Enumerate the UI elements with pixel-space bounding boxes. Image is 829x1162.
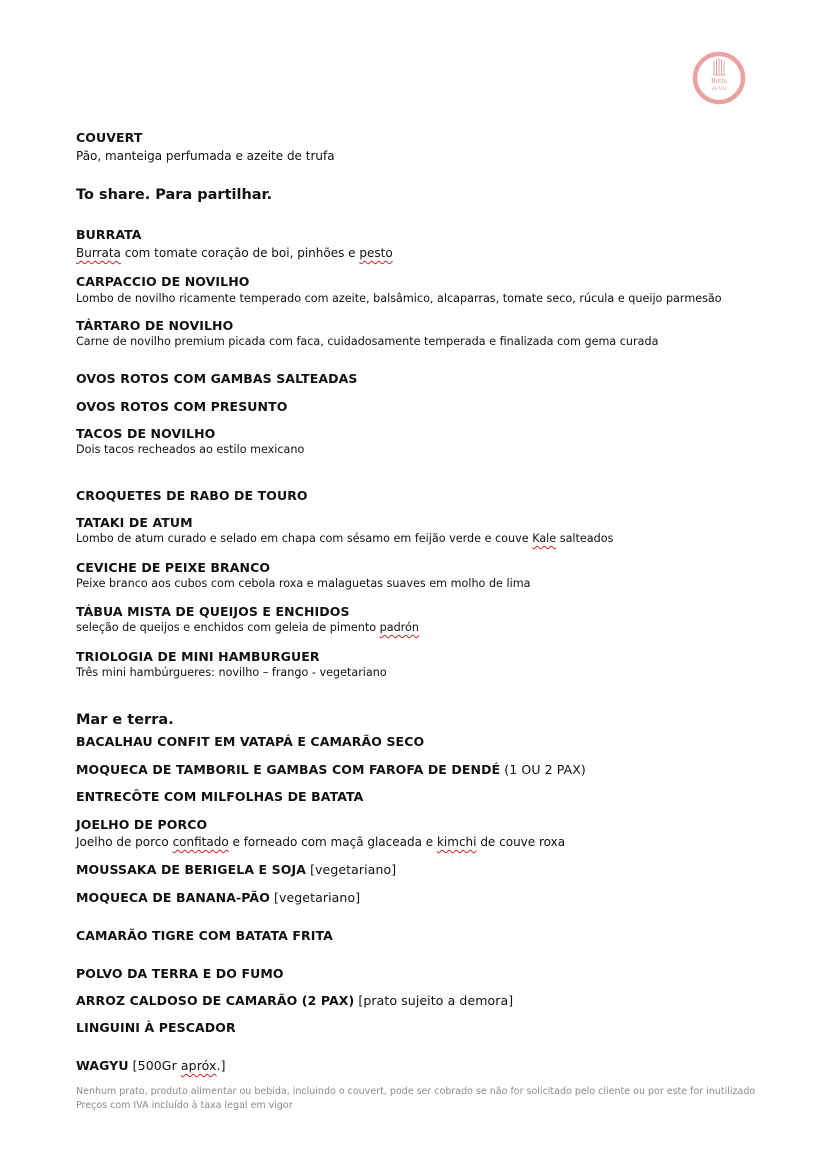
moussaka-title — [76, 862, 396, 877]
camarao-title: CAMARÃO TIGRE COM BATATA FRITA — [76, 928, 333, 943]
triologia-desc: Três mini hambúrgueres: novilho – frango - vegetariano — [76, 666, 387, 679]
tacos-title: TACOS DE NOVILHO — [76, 426, 216, 441]
joelho-desc-b: confitado — [172, 835, 229, 849]
arroz-title — [76, 993, 513, 1008]
logo-top-text: Botts — [711, 78, 727, 85]
footer-line-2: Preços com IVA incluído à taxa legal em vigor — [76, 1100, 293, 1111]
tabua-desc-b: padrón — [379, 621, 419, 634]
burrata-desc — [76, 246, 393, 260]
burrata-desc-c: pesto — [359, 246, 393, 260]
tabua-title: TÁBUA MISTA DE QUEIJOS E ENCHIDOS — [76, 604, 350, 619]
joelho-desc-c: e forneado com maçã glaceada e — [228, 835, 437, 849]
tataki-desc-c: salteados — [556, 532, 614, 545]
tataki-desc — [76, 532, 613, 545]
croquetes-title: CROQUETES DE RABO DE TOURO — [76, 488, 308, 503]
restaurant-logo — [692, 51, 746, 105]
ceviche-title: CEVICHE DE PEIXE BRANCO — [76, 560, 271, 575]
carpaccio-desc: Lombo de novilho ricamente temperado com azeite, balsâmico, alcaparras, tomate seco, rúcula e queijo parmesão — [76, 292, 722, 305]
moqueca-tamboril-title — [76, 762, 586, 777]
couvert-title: COUVERT — [76, 130, 143, 145]
couvert-desc: Pão, manteiga perfumada e azeite de trufa — [76, 149, 335, 163]
moussaka-note: [vegetariano] — [306, 862, 397, 877]
tabua-desc — [76, 621, 419, 634]
moqueca-tamboril-name: MOQUECA DE TAMBORIL E GAMBAS COM FAROFA DE DENDÉ — [76, 762, 501, 777]
moqueca-banana-name: MOQUECA DE BANANA-PÃO — [76, 890, 270, 905]
wagyu-note-b: apróx — [180, 1058, 217, 1073]
ovos-presunto-title: OVOS ROTOS COM PRESUNTO — [76, 399, 288, 414]
entrecote-title: ENTRECÔTE COM MILFOLHAS DE BATATA — [76, 789, 364, 804]
tataki-title: TATAKI DE ATUM — [76, 515, 193, 530]
ovos-gambas-title: OVOS ROTOS COM GAMBAS SALTEADAS — [76, 371, 358, 386]
joelho-desc-a: Joelho de porco — [76, 835, 173, 849]
footer-line-1: Nenhum prato, produto alimentar ou bebida, incluindo o couvert, pode ser cobrado se não for solicitado pelo cliente ou por este for inutilizado — [76, 1086, 756, 1097]
wagyu-note-a: [500Gr — [128, 1058, 181, 1073]
burrata-title: BURRATA — [76, 227, 142, 242]
tataki-desc-b: Kale — [532, 532, 557, 545]
moqueca-banana-title — [76, 890, 360, 905]
moussaka-name: MOUSSAKA DE BERIGELA E SOJA — [76, 862, 306, 877]
ceviche-desc: Peixe branco aos cubos com cebola roxa e malaguetas suaves em molho de lima — [76, 577, 531, 590]
moqueca-banana-note: [vegetariano] — [269, 890, 361, 905]
tartaro-desc: Carne de novilho premium picada com faca, cuidadosamente temperada e finalizada com gema curada — [76, 335, 659, 348]
logo-bottom-text: de Vin — [711, 87, 727, 92]
tartaro-title: TÁRTARO DE NOVILHO — [76, 318, 234, 333]
wagyu-title — [76, 1058, 226, 1073]
burrata-desc-b: com tomate coração de boi, pinhões e — [120, 246, 360, 260]
tabua-desc-a: seleção de queijos e enchidos com geleia de pimento — [76, 621, 380, 634]
joelho-desc — [76, 835, 565, 849]
carpaccio-title: CARPACCIO DE NOVILHO — [76, 274, 250, 289]
tacos-desc: Dois tacos recheados ao estilo mexicano — [76, 443, 305, 456]
arroz-name: ARROZ CALDOSO DE CAMARÃO (2 PAX) — [76, 993, 355, 1008]
moqueca-tamboril-note: (1 OU 2 PAX) — [500, 762, 586, 777]
joelho-desc-d: kimchi — [436, 835, 477, 849]
bacalhau-title: BACALHAU CONFIT EM VATAPÁ E CAMARÃO SECO — [76, 734, 425, 749]
polvo-title: POLVO DA TERRA E DO FUMO — [76, 966, 284, 981]
joelho-desc-e: de couve roxa — [476, 835, 566, 849]
linguini-title: LINGUINI À PESCADOR — [76, 1020, 236, 1035]
tataki-desc-a: Lombo de atum curado e selado em chapa com sésamo em feijão verde e couve — [76, 532, 533, 545]
wagyu-note-c: .] — [216, 1058, 226, 1073]
burrata-desc-a: Burrata — [76, 246, 121, 260]
wagyu-name: WAGYU — [76, 1058, 129, 1073]
share-heading: To share. Para partilhar. — [76, 187, 273, 203]
triologia-title: TRIOLOGIA DE MINI HAMBURGUER — [76, 649, 320, 664]
arroz-note: [prato sujeito a demora] — [354, 993, 514, 1008]
mar-heading: Mar e terra. — [76, 712, 174, 728]
joelho-title: JOELHO DE PORCO — [76, 817, 208, 832]
